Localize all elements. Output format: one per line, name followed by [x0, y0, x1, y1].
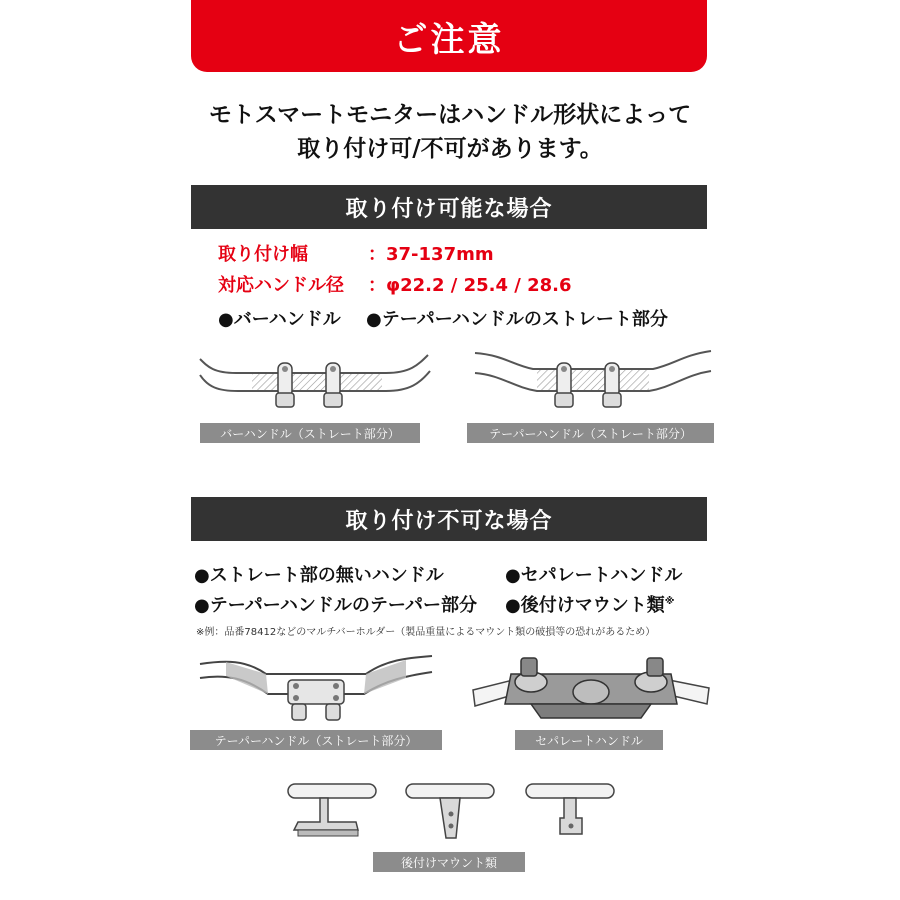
footnote: ※例：品番78412などのマルチバーホルダー（製品重量によるマウント類の破損等の恐れがあるため）	[196, 627, 656, 638]
caption-taper-ng: テーパーハンドル（ストレート部分）	[190, 730, 442, 750]
handle-clamp-icon	[288, 680, 344, 720]
header-title: ご注意	[393, 19, 505, 60]
spec-width-value: ：37-137mm	[368, 244, 494, 265]
bullet-no-straight: ●ストレート部の無いハンドル	[194, 565, 444, 586]
bullet-separate-handle: ●セパレートハンドル	[505, 565, 683, 586]
mount-bar-1-icon	[288, 784, 376, 836]
caption-bar-handle: バーハンドル（ストレート部分）	[200, 423, 420, 443]
mount-bar-2-icon	[406, 784, 494, 838]
bullet-taper-straight: ●テーパーハンドルのストレート部分	[366, 309, 668, 330]
bar-handle-illustration	[196, 345, 436, 425]
caption-taper-handle: テーパーハンドル（ストレート部分）	[467, 423, 714, 443]
caption-separate-handle: セパレートハンドル	[515, 730, 663, 750]
header-banner	[191, 0, 707, 72]
caption-aftermarket-mounts: 後付けマウント類	[373, 852, 525, 872]
possible-section-title: 取り付け可能な場合	[345, 196, 553, 222]
impossible-section-bar	[191, 497, 707, 541]
clamp-right-icon	[324, 363, 342, 407]
taper-handle-illustration	[473, 345, 713, 425]
bullet-taper-part: ●テーパーハンドルのテーパー部分	[194, 595, 478, 616]
note-mark: ※	[664, 596, 675, 607]
taper-handle-ng-illustration	[196, 650, 436, 728]
bullet-bar-handle: ●バーハンドル	[218, 309, 341, 330]
spec-diameter-value: ：φ22.2 / 25.4 / 28.6	[368, 275, 572, 296]
clamp-left-icon	[555, 363, 573, 407]
top-clamp-icon	[505, 658, 677, 718]
intro-line-1: モトスマートモニターはハンドル形状によって	[208, 102, 692, 128]
bullet-aftermarket-mount-text: ●後付けマウント類	[505, 595, 665, 616]
separate-handle-illustration	[471, 648, 711, 730]
spec-diameter-label: 対応ハンドル径	[218, 275, 344, 296]
possible-section-bar	[191, 185, 707, 229]
spec-width-label: 取り付け幅	[218, 244, 308, 265]
mount-bar-3-icon	[526, 784, 614, 834]
aftermarket-mounts-illustration	[284, 778, 624, 846]
intro-line-2: 取り付け可/不可があります。	[297, 136, 603, 162]
impossible-section-title: 取り付け不可な場合	[345, 508, 553, 534]
bullet-aftermarket-mount	[505, 591, 674, 617]
clamp-left-icon	[276, 363, 294, 407]
clamp-right-icon	[603, 363, 621, 407]
